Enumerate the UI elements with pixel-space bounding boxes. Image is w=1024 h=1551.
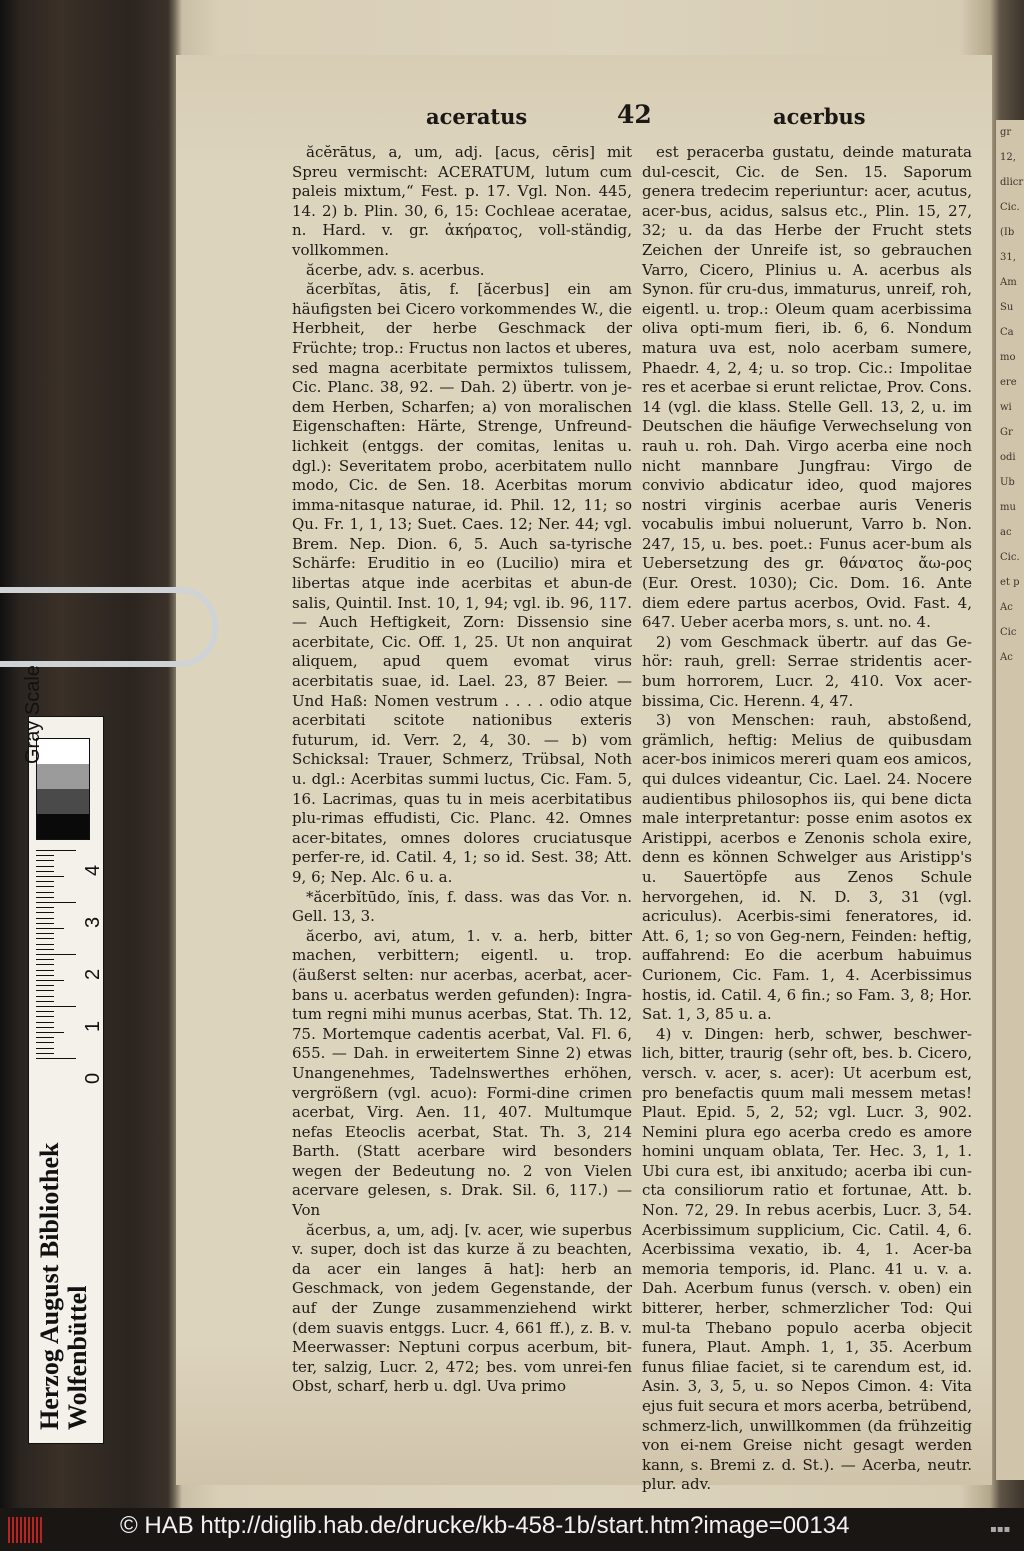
running-head-left: aceratus bbox=[426, 104, 528, 129]
ruler-tick bbox=[36, 1053, 54, 1054]
neighbor-page-fragment: mo bbox=[1000, 352, 1016, 363]
ruler-tick bbox=[36, 1058, 76, 1059]
ruler-tick bbox=[36, 938, 54, 939]
binding-thread bbox=[0, 587, 218, 667]
ruler-tick bbox=[36, 959, 54, 960]
neighbor-page-fragment: Ac bbox=[1000, 652, 1013, 663]
right-entry: est peracerba gustatu, deinde maturata dul-cescit, Cic. de Sen. 15. Saporum genera tredecim reperiuntur: acer, acutus, acer-bus, acidus, salsus etc., Plin. 15, 27, 32; u. da das Herbe der Frucht stets Zeichen der Unreife ist, so gebrauchen Varro, Cicero, Plinius u. A. acerbus als Synon. für cru-dus, immaturus, unreif, roh, eigentl. u. trop.: Oleum quam acerbissima oliva opti-mum fieri, ib. 6, 6. Nondum matura uva est, nolo acerbam sumere, Phaedr. 4, 2, 4; u. so trop. Cic.: Impolitae res et acerbae si erunt relictae, Prov. Cons. 14 (vgl. die klass. Stelle Gell. 13, 2, u. im Deutschen die häufige Verwechselung von rauh u. roh. Dah. Virgo acerba eine noch nicht mannbare Jungfrau: Virgo de convivio abdicatur ideo, quod majores nostri virginis acerbae auris Veneris vocabulis imbui noluerunt, Varro b. Non. 247, 15, u. bes. poet.: Funus acer-bum als Uebersetzung des gr. θάνατος ἄω-ρος (Eur. Orest. 1030); Cic. Dom. 16. Ante diem edere partus acerbos, Ovid. Fast. 4, 647. Ueber acerba mors, s. unt. no. 4. bbox=[642, 143, 972, 632]
ruler-number: 1 bbox=[82, 1020, 104, 1032]
neighbor-page-fragment: 31, bbox=[1000, 252, 1016, 263]
footer-copyright-link[interactable]: © HAB http://diglib.hab.de/drucke/kb-458-1b/start.htm?image=00134 bbox=[120, 1512, 850, 1539]
neighbor-page-fragment: Cic. bbox=[1000, 202, 1020, 213]
ruler-tick bbox=[36, 964, 54, 965]
hab-logo-icon bbox=[8, 1517, 42, 1543]
ruler-tick bbox=[36, 1001, 54, 1002]
left-entry: ăcĕrātus, a, um, adj. [acus, cēris] mit Spreu vermischt: ACERATUM, lutum cum paleis mixtum,“ Fest. p. 17. Vgl. Non. 445, 14. 2) b. Plin. 30, 6, 15: Cochleae aceratae, n. Hard. v. gr. ἀκήρατος, voll-ständig, vollkommen. bbox=[292, 143, 632, 259]
running-head-right: acerbus bbox=[773, 104, 866, 129]
ruler-tick bbox=[36, 928, 64, 929]
ruler-tick bbox=[36, 1032, 64, 1033]
ruler-number: 0 bbox=[82, 1072, 104, 1084]
gray-patch-black bbox=[37, 814, 89, 839]
ruler-tick bbox=[36, 980, 64, 981]
neighbor-page-fragment: mu bbox=[1000, 502, 1016, 513]
library-line-2: Wolfenbüttel bbox=[63, 1285, 92, 1430]
neighbor-page-fragment: wi bbox=[1000, 402, 1012, 413]
neighbor-page-fragment: ac bbox=[1000, 527, 1012, 538]
ruler-tick bbox=[36, 1022, 54, 1023]
ruler-tick bbox=[36, 881, 54, 882]
dots-icon: ▪▪▪ bbox=[990, 1524, 1011, 1535]
ruler-tick bbox=[36, 902, 76, 903]
neighbor-page-fragment: Cic. bbox=[1000, 552, 1020, 563]
left-text-column bbox=[292, 143, 632, 1397]
neighbor-page-fragment: et p bbox=[1000, 577, 1020, 588]
ruler-tick bbox=[36, 1016, 54, 1017]
ruler-tick bbox=[36, 860, 54, 861]
ruler-tick bbox=[36, 975, 54, 976]
right-entry: 3) von Menschen: rauh, abstoßend, grämlich, heftig: Melius de quibusdam acer-bos inimicos mereri quam eos amicos, qui dulces videantur, Cic. Lael. 24. Nocere audientibus philosophos iis, qui bene dicta male interpretantur: posse enim asotos ex Aristippi, acerbos e Zenonis schola exire, denn es können Schwelger aus Aristipp's u. Sauertöpfe aus Zenos Schule hervorgehen, id. N. D. 3, 31 (vgl. acriculus). Acerbis-simi feneratores, id. Att. 6, 1; so von Geg-nern, Feinden: heftig, auffahrend: Eo die acerbum habuimus Curionem, Cic. Fam. 1, 4. Acerbissimus hostis, id. Catil. 4, 6 fin.; so Fam. 3, 8; Hor. Sat. 1, 3, 85 u. a. bbox=[642, 711, 972, 1024]
ruler-tick bbox=[36, 985, 54, 986]
library-label bbox=[36, 1143, 92, 1430]
ruler-tick bbox=[36, 949, 54, 950]
neighbor-page-fragment: gr bbox=[1000, 127, 1012, 138]
ruler-tick bbox=[36, 1027, 54, 1028]
neighbor-page-fragment: Cic bbox=[1000, 627, 1017, 638]
left-entry: ăcerbĭtas, ātis, f. [ăcerbus] ein am häufigsten bei Cicero vorkommendes W., die Herbheit, der herbe Geschmack der Früchte; trop.: Fructus non lactos et uberes, sed magna acerbitate permixtos tulissem, Cic. Planc. 38, 92. — Dah. 2) übertr. von je-dem Herben, Scharfen; a) von moralischen Eigenschaften: Härte, Strenge, Unfreund-lichkeit (entggs. der comitas, lenitas u. dgl.): Severitatem probo, acerbitatem nullo modo, Cic. de Sen. 18. Acerbitas morum imma-nitasque naturae, id. Phil. 12, 11; so Qu. Fr. 1, 1, 13; Suet. Caes. 12; Ner. 44; vgl. Brem. Nep. Dion. 6, 5. Auch sa-tyrische Schärfe: Eruditio in eo (Lucilio) mira et libertas atque inde acerbitas et abun-de salis, Quintil. Inst. 10, 1, 94; vgl. ib. 96, 117. — Auch Heftigkeit, Zorn: Dissensio sine acerbitate, Cic. Off. 1, 25. Ut non anquirat aliquem, apud quem evomat virus acerbitatis suae, id. Lael. 23, 87 Beier. — Und Haß: Nomen vestrum . . . . odio atque acerbitati scitote nationibus exteris futurum, id. Verr. 2, 4, 30. — b) vom Schicksal: Trauer, Schmerz, Trübsal, Noth u. dgl.: Acerbitas summi luctus, Cic. Fam. 5, 16. Lacrimas, quas tu in meis acerbitatibus plu-rimas effudisti, Cic. Planc. 42. Omnes acer-bitates, omnes dolores cruciatusque perfer-re, id. Catil. 4, 1; so id. Sest. 38; Att. 9, 6; Nep. Alc. 6 u. a. bbox=[292, 280, 632, 886]
ruler-tick bbox=[36, 1048, 54, 1049]
neighbor-page-fragment: odi bbox=[1000, 452, 1016, 463]
ruler-tick bbox=[36, 1006, 76, 1007]
neighbor-page-fragment: dlicr bbox=[1000, 177, 1024, 188]
ruler-tick bbox=[36, 850, 76, 851]
gray-scale-label: Gray Scale bbox=[22, 665, 44, 764]
gray-patch-light bbox=[37, 764, 89, 789]
ruler-tick bbox=[36, 996, 54, 997]
ruler bbox=[36, 850, 88, 1060]
neighbor-page-fragment: Gr bbox=[1000, 427, 1013, 438]
left-entry: ăcerbus, a, um, adj. [v. acer, wie superbus v. super, doch ist das kurze ă zu beachten, da acer ein langes ā hat]: herb an Geschmack, von jedem Gegenstande, der auf der Zunge zusammenziehend wirkt (dem suavis entggs. Lucr. 4, 661 ff.), z. B. v. Meerwasser: Neptuni corpus acerbum, bit-ter, salzig, Lucr. 2, 472; bes. vom unrei-fen Obst, scharf, herb u. dgl. Uva primo bbox=[292, 1220, 632, 1396]
right-entry: 2) vom Geschmack übertr. auf das Ge-hör: rauh, grell: Serrae stridentis acer-bum horrorem, Lucr. 2, 410. Vox acer-bissima, Cic. Herenn. 4, 47. bbox=[642, 632, 972, 710]
ruler-tick bbox=[36, 897, 54, 898]
gray-patch-dark bbox=[37, 789, 89, 814]
right-entry: 4) v. Dingen: herb, schwer, beschwer-lich, bitter, traurig (sehr oft, bes. b. Cicero, versch. v. acer, s. acer): Ut acerbum est, pro benefactis quum mali messem metas! Plaut. Epid. 5, 2, 52; vgl. Lucr. 3, 902. Nemini plura ego acerba credo es amore homini unquam oblata, Ter. Hec. 3, 1, 1. Ubi cura est, ibi anxitudo; acerba ibi cun-cta consiliorum ratio et fortunae, Att. b. Non. 72, 29. In rebus acerbis, Lucr. 3, 54. Acerbissimum supplicium, Cic. Catil. 4, 6. Acerbissima vexatio, ib. 4, 1. Acer-ba memoria temporis, id. Planc. 41 u. v. a. Dah. Acerbum funus (versch. v. oben) ein bitterer, herber, schmerzlicher Tod: Qui mul-ta Thebano populo acerba objecit funera, Plaut. Amph. 1, 1, 35. Acerbum funus filiae faciet, si te carendum est, id. Asin. 3, 3, 5, u. so Nepos Cimon. 4: Vita ejus fuit secura et mors acerba, betrübend, schmerz-lich, unwillkommen (da frühzeitig von ei-nem Greise nicht gesagt werden kann, s. Bremi z. d. St.). — Acerba, neutr. plur. adv. bbox=[642, 1024, 972, 1494]
ruler-tick bbox=[36, 1011, 54, 1012]
ruler-tick bbox=[36, 912, 54, 913]
ruler-number: 3 bbox=[82, 916, 104, 928]
library-line-1: Herzog August Bibliothek bbox=[35, 1142, 64, 1430]
ruler-tick bbox=[36, 871, 54, 872]
page-number: 42 bbox=[617, 100, 652, 129]
neighbor-page-fragment: (Ib bbox=[1000, 227, 1015, 238]
ruler-tick bbox=[36, 990, 54, 991]
neighbor-page-fragment: Ca bbox=[1000, 327, 1014, 338]
ruler-tick bbox=[36, 918, 54, 919]
ruler-tick bbox=[36, 866, 54, 867]
left-entry: ăcerbe, adv. s. acerbus. bbox=[306, 260, 485, 279]
ruler-tick bbox=[36, 886, 54, 887]
ruler-number: 2 bbox=[82, 968, 104, 980]
neighbor-page-fragment: Su bbox=[1000, 302, 1014, 313]
ruler-tick bbox=[36, 892, 54, 893]
ruler-tick bbox=[36, 876, 64, 877]
ruler-tick bbox=[36, 855, 54, 856]
neighbor-page-fragment: Am bbox=[1000, 277, 1017, 288]
neighbor-page-fragment: Ub bbox=[1000, 477, 1015, 488]
neighbor-page-fragment: Ac bbox=[1000, 602, 1013, 613]
ruler-tick bbox=[36, 1042, 54, 1043]
ruler-tick bbox=[36, 944, 54, 945]
left-entry: *ăcerbĭtūdo, ĭnis, f. dass. was das Vor. n. Gell. 13, 3. bbox=[292, 887, 632, 926]
neighbor-page-fragment: 12, bbox=[1000, 152, 1016, 163]
ruler-tick bbox=[36, 1037, 54, 1038]
ruler-tick bbox=[36, 954, 76, 955]
neighbor-page-edge bbox=[996, 120, 1024, 1480]
right-text-column bbox=[642, 143, 972, 1495]
ruler-number: 4 bbox=[82, 864, 104, 876]
ruler-tick bbox=[36, 923, 54, 924]
ruler-tick bbox=[36, 970, 54, 971]
left-entry: ăcerbo, avi, atum, 1. v. a. herb, bitter machen, verbittern; eigentl. u. trop. (äußerst selten: nur acerbas, acerbat, acer-bans u. acerbatus werden gefunden): Ingra-tum regni mihi munus acerbas, Stat. Th. 12, 75. Mortemque cadentis acerbat, Val. Fl. 6, 655. — Dah. in erweitertem Sinne 2) etwas Unangenehmes, Tadelnswerthes erhöhen, vergrößern (vgl. acuo): Formi-dine crimen acerbat, Virg. Aen. 11, 407. Multumque nefas Eteoclis acerbat, Stat. Th. 3, 214 Barth. (Statt acerbare wird besonders wegen der Bedeutung no. 2 von Vielen acervare gelesen, s. Drak. Sil. 6, 117.) — Von bbox=[292, 926, 632, 1220]
neighbor-page-fragment: ere bbox=[1000, 377, 1017, 388]
ruler-tick bbox=[36, 933, 54, 934]
ruler-tick bbox=[36, 907, 54, 908]
